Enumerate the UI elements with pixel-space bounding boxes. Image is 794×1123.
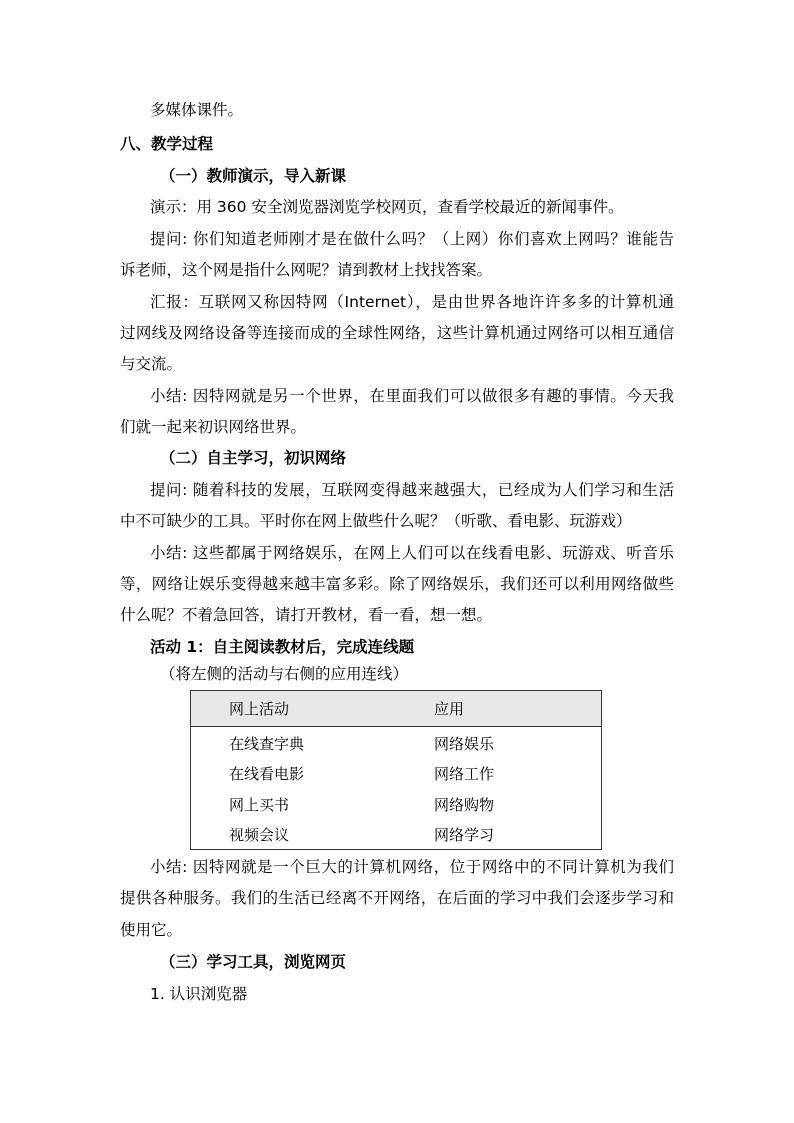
table-header — [191, 691, 601, 727]
paragraph-line: 小结: 因特网就是一个巨大的计算机网络，位于网络中的不同计算机为我们 — [150, 858, 674, 876]
paragraph-line: 们就一起来初识网络世界。 — [120, 418, 307, 436]
table-header-activity: 网上活动 — [229, 700, 290, 718]
paragraph-line: 使用它。 — [120, 921, 183, 939]
activity-heading: 活动 1：自主阅读教材后，完成连线题 — [150, 638, 415, 656]
table-cell-activity: 在线查字典 — [229, 735, 305, 753]
paragraph-line: 过网线及网络设备等连接而成的全球性网络，这些计算机通过网络可以相互通信 — [120, 324, 674, 342]
table-cell-application: 网络娱乐 — [434, 735, 495, 753]
section-heading: 八、教学过程 — [120, 135, 214, 153]
paragraph-line: 提供各种服务。我们的生活已经离不开网络，在后面的学习中我们会逐步学习和 — [120, 889, 674, 907]
table-cell-application: 网络工作 — [434, 765, 495, 783]
paragraph-line: 什么呢？不着急回答，请打开教材，看一看，想一想。 — [120, 606, 493, 624]
paragraph-line: 演示：用 360 安全浏览器浏览学校网页，查看学校最近的新闻事件。 — [150, 198, 624, 216]
paragraph-line: 小结: 这些都属于网络娱乐，在网上人们可以在线看电影、玩游戏、听音乐 — [150, 544, 674, 562]
paragraph-line: 等，网络让娱乐变得越来越丰富多彩。除了网络娱乐，我们还可以利用网络做些 — [120, 575, 674, 593]
subsection-heading: （一）教师演示，导入新课 — [160, 167, 347, 185]
table-cell-application: 网络学习 — [434, 826, 495, 844]
table-header-application: 应用 — [434, 700, 465, 718]
paragraph-line: 汇报：互联网又称因特网（Internet），是由世界各地许许多多的计算机通 — [150, 293, 674, 311]
matching-table — [190, 690, 602, 850]
activity-instruction: （将左侧的活动与右侧的应用连线） — [160, 665, 409, 683]
table-cell-activity: 在线看电影 — [229, 765, 305, 783]
subsection-heading: （二）自主学习，初识网络 — [160, 449, 347, 467]
paragraph-line: 中不可缺少的工具。平时你在网上做些什么呢？（听歌、看电影、玩游戏） — [120, 512, 632, 530]
table-cell-activity: 网上买书 — [229, 796, 290, 814]
paragraph-line: 与交流。 — [120, 355, 183, 373]
table-cell-activity: 视频会议 — [229, 826, 290, 844]
paragraph-line: 诉老师，这个网是指什么网呢？请到教材上找找答案。 — [120, 261, 493, 279]
table-cell-application: 网络购物 — [434, 796, 495, 814]
paragraph-line: 小结: 因特网就是另一个世界，在里面我们可以做很多有趣的事情。今天我 — [150, 387, 674, 405]
numbered-item: 1. 认识浏览器 — [150, 985, 248, 1003]
paragraph-line: 提问: 你们知道老师刚才是在做什么吗？（上网）你们喜欢上网吗？谁能告 — [150, 230, 674, 248]
paragraph-line: 多媒体课件。 — [150, 101, 244, 119]
paragraph-line: 提问: 随着科技的发展，互联网变得越来越强大，已经成为人们学习和生活 — [150, 481, 674, 499]
subsection-heading: （三）学习工具，浏览网页 — [160, 953, 347, 971]
